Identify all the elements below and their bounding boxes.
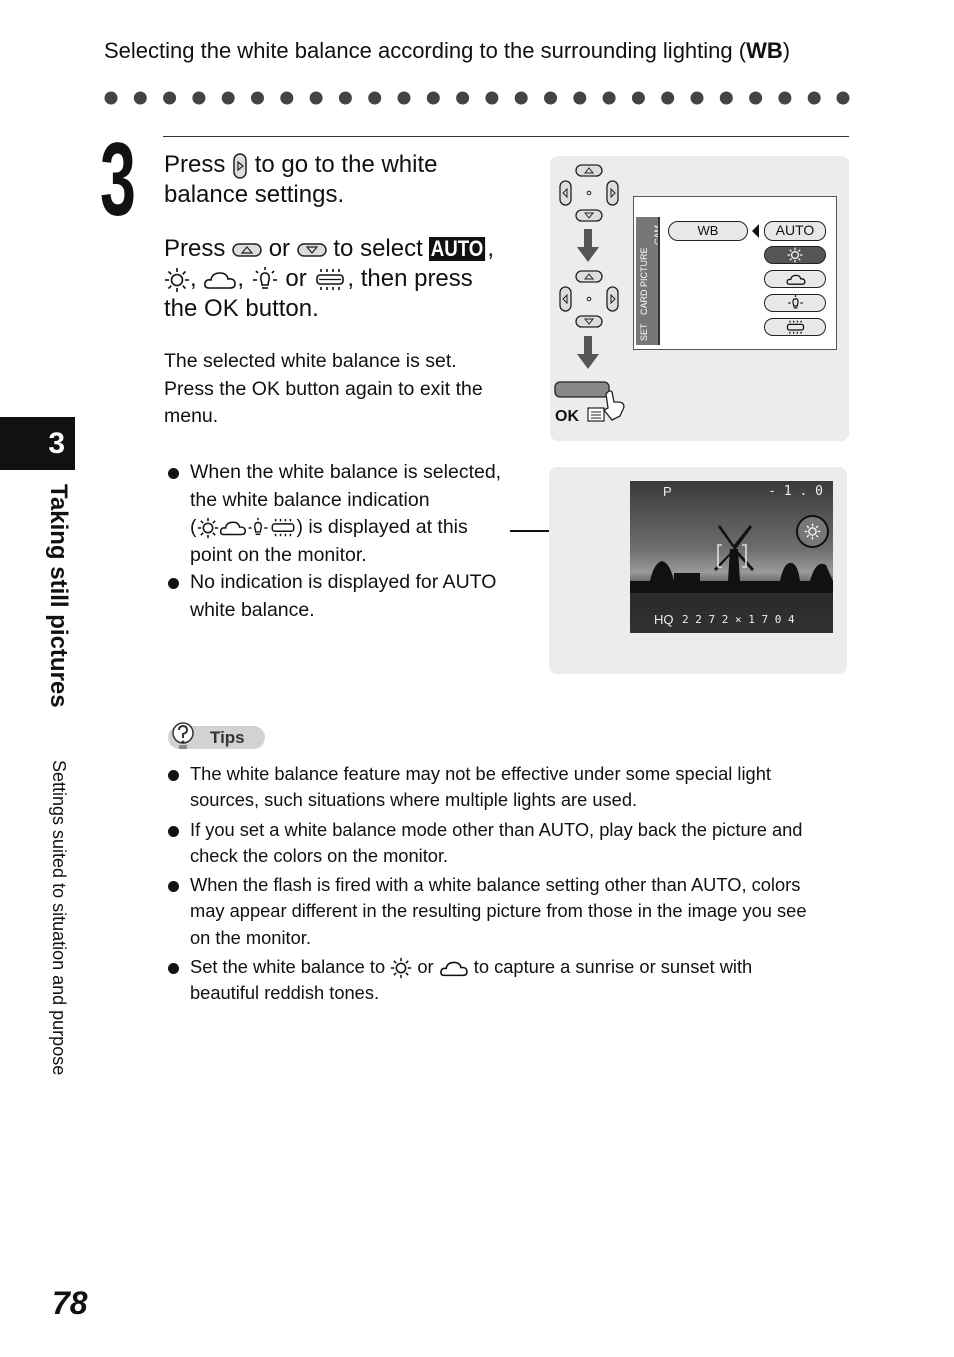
comma: , [190, 265, 197, 292]
sunny-icon [390, 957, 412, 979]
ok-label: OK [555, 408, 579, 425]
comma: , [487, 235, 495, 262]
paren-open: ( [190, 516, 197, 538]
monitor-panel [549, 467, 847, 674]
ok-line: the OK button. [164, 295, 319, 322]
menu-tab-strip [636, 217, 663, 345]
header-text: Selecting the white balance according to the surrounding lighting ( [104, 38, 747, 63]
to-select: to select [333, 235, 423, 262]
wb-option-tungsten[interactable] [764, 294, 826, 312]
tip-text: When the flash is fired with a white balance setting other than AUTO, colors [190, 874, 801, 896]
menu-diagram-panel [550, 156, 849, 441]
note-text: point on the monitor. [190, 543, 367, 566]
or-word: or [268, 235, 291, 262]
note-text: white balance. [190, 598, 315, 621]
right-arrow-button-icon [232, 153, 248, 179]
tip-text: sources, such situations where multiple lights are used. [190, 789, 638, 811]
tungsten-bulb-icon [251, 267, 279, 293]
note-text: the white balance indication [190, 488, 430, 511]
question-bulb-icon [171, 721, 195, 751]
selector-arrow-icon [750, 223, 760, 239]
down-arrow-icon [577, 336, 599, 370]
cloudy-icon [439, 959, 469, 978]
cloudy-icon [786, 273, 806, 286]
page-number: 78 [52, 1285, 88, 1321]
sunny-icon [787, 247, 803, 263]
auto-badge: AUTO [431, 236, 484, 261]
wb-option-sunny[interactable] [764, 246, 826, 264]
note-text: No indication is displayed for AUTO [190, 571, 497, 593]
menu-tab-card: CARD [639, 289, 649, 315]
tungsten-bulb-icon [787, 295, 804, 311]
windmill-scene-image [630, 481, 833, 633]
list-item [164, 459, 534, 569]
comma: , [237, 265, 245, 292]
tip-text: If you set a white balance mode other than AUTO, play back the picture and [190, 818, 803, 840]
fluorescent-icon [313, 268, 347, 292]
result-line-3: menu. [164, 405, 219, 427]
quality-mode: HQ [654, 612, 674, 627]
tip-text: check the colors on the monitor. [190, 844, 449, 866]
exposure-compensation: - 1 . 0 [768, 484, 823, 499]
tips-list [164, 761, 854, 1007]
tip-text: or [417, 956, 434, 978]
menu-tab-picture: PICTURE [639, 247, 649, 287]
down-arrow-button-icon [297, 242, 327, 258]
tungsten-bulb-icon [247, 517, 269, 539]
tip-text: Set the white balance to [190, 956, 386, 978]
arrow-pad-icon [558, 164, 620, 224]
shooting-mode: P [663, 484, 672, 499]
then-press: , then press [347, 265, 473, 292]
wb-menu-screen [633, 196, 837, 350]
note-text: ) is displayed at this [296, 516, 468, 538]
line2: balance settings. [164, 181, 345, 208]
press-word: Press [164, 151, 226, 178]
image-resolution: 2 2 7 2 × 1 7 0 4 [682, 613, 795, 626]
tip-text: on the monitor. [190, 926, 311, 948]
page-header-title [104, 38, 790, 64]
wb-option-fluorescent[interactable] [764, 318, 826, 336]
list-item [164, 817, 854, 870]
chapter-title: Taking still pictures [45, 484, 72, 708]
dot-divider [104, 88, 852, 108]
sunny-icon [804, 523, 821, 540]
header-wb: WB [746, 38, 783, 63]
step-instructions [164, 150, 544, 324]
header-close: ) [782, 38, 791, 63]
tip-text: The white balance feature may not be effective under some special light [190, 763, 771, 784]
down-arrow-icon [577, 229, 599, 263]
wb-option-cloudy[interactable] [764, 270, 826, 288]
step-number: 3 [100, 122, 136, 238]
list-item [164, 761, 854, 814]
list-item [164, 569, 534, 624]
list-item [164, 872, 854, 951]
arrow-pad-icon [558, 270, 620, 330]
tips-label: Tips [210, 728, 245, 747]
step-rule [163, 136, 849, 137]
chapter-number-tab [0, 417, 75, 470]
tips-badge [168, 726, 265, 749]
tip-text: to capture a sunrise or sunset with [473, 956, 753, 978]
menu-tab-cam: CAM [653, 225, 663, 245]
wb-option-auto[interactable]: AUTO [764, 221, 826, 241]
chapter-number: 3 [48, 427, 65, 460]
wb-menu-item[interactable]: WB [668, 221, 748, 241]
or-word-2: or [285, 265, 307, 292]
wb-indicator-callout [796, 515, 829, 548]
sunny-icon [164, 267, 190, 293]
step-result [164, 348, 544, 431]
result-line-1: The selected white balance is set. [164, 350, 457, 372]
line1-rest: to go to the white [254, 151, 438, 178]
sunny-icon [197, 517, 219, 539]
press-word-2: Press [164, 235, 226, 262]
note-text: When the white balance is selected, [190, 461, 502, 483]
menu-tab-set: SET [639, 323, 649, 341]
fluorescent-icon [269, 518, 297, 538]
list-item [164, 954, 854, 1007]
cloudy-icon [219, 519, 247, 537]
camera-monitor [630, 481, 833, 633]
fluorescent-icon [785, 320, 806, 335]
tip-text: beautiful reddish tones. [190, 982, 380, 1004]
cloudy-icon [203, 269, 237, 291]
result-line-2: Press the OK button again to exit the [164, 377, 483, 400]
tip-text: may appear different in the resulting picture from those in the image you see [190, 900, 807, 922]
up-arrow-button-icon [232, 242, 262, 258]
section-title: Settings suited to situation and purpose [49, 760, 69, 1076]
notes-list [164, 459, 534, 624]
